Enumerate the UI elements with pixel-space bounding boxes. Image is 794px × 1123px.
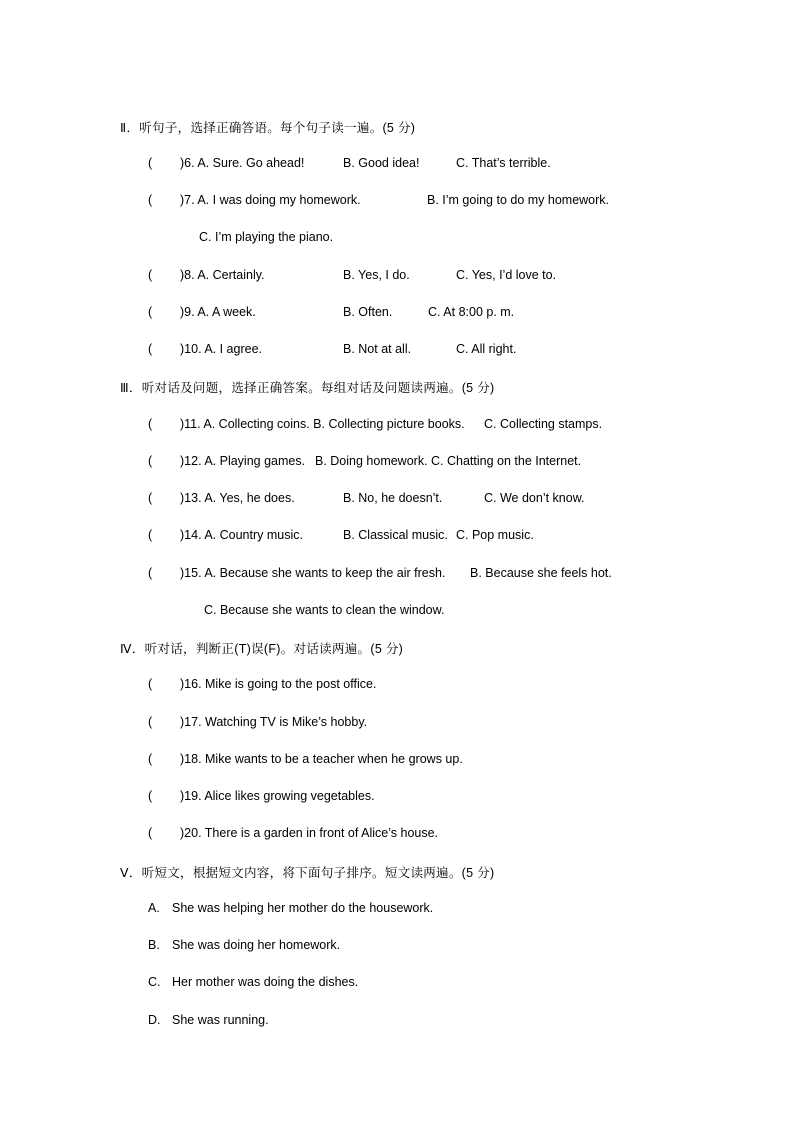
answer-bracket[interactable]: (	[148, 193, 153, 207]
q9-option-b: B. Often.	[343, 305, 393, 319]
answer-bracket[interactable]: (	[148, 305, 153, 319]
section-3-heading: Ⅲ．听对话及问题，选择正确答案。每组对话及问题读两遍。(5 分)	[120, 381, 495, 395]
q17-statement: )17. Watching TV is Mike’s hobby.	[180, 715, 368, 729]
q19-statement: )19. Alice likes growing vegetables.	[180, 789, 375, 803]
item-text: She was helping her mother do the housework.	[172, 901, 434, 915]
item-letter: D.	[148, 1013, 161, 1027]
q11-option-c: C. Collecting stamps.	[484, 417, 603, 431]
q15-option-a: )15. A. Because she wants to keep the air fresh.	[180, 566, 446, 580]
q12-option-a: )12. A. Playing games.	[180, 454, 306, 468]
q9-option-a: )9. A. A week.	[180, 305, 256, 319]
q7-option-b: B. I’m going to do my homework.	[427, 193, 610, 207]
answer-bracket[interactable]: (	[148, 342, 153, 356]
q15-option-b: B. Because she feels hot.	[470, 566, 612, 580]
q14-option-c: C. Pop music.	[456, 528, 534, 542]
item-text: She was running.	[172, 1013, 269, 1027]
q8-option-a: )8. A. Certainly.	[180, 268, 265, 282]
item-text: Her mother was doing the dishes.	[172, 975, 359, 989]
answer-bracket[interactable]: (	[148, 789, 153, 803]
q10-option-a: )10. A. I agree.	[180, 342, 262, 356]
q13-option-b: B. No, he doesn’t.	[343, 491, 443, 505]
answer-bracket[interactable]: (	[148, 566, 153, 580]
q6-option-a: )6. A. Sure. Go ahead!	[180, 156, 305, 170]
answer-bracket[interactable]: (	[148, 491, 153, 505]
q12-options-bc: B. Doing homework. C. Chatting on the Internet.	[315, 454, 582, 468]
answer-bracket[interactable]: (	[148, 417, 153, 431]
answer-bracket[interactable]: (	[148, 677, 153, 691]
answer-bracket[interactable]: (	[148, 715, 153, 729]
q10-option-c: C. All right.	[456, 342, 517, 356]
q6-option-c: C. That’s terrible.	[456, 156, 551, 170]
q8-option-c: C. Yes, I’d love to.	[456, 268, 557, 282]
q11-options-ab: )11. A. Collecting coins. B. Collecting picture books.	[180, 417, 465, 431]
q7-option-c: C. I’m playing the piano.	[199, 230, 334, 244]
q15-option-c: C. Because she wants to clean the window.	[204, 603, 445, 617]
q9-option-c: C. At 8:00 p. m.	[428, 305, 515, 319]
q13-option-a: )13. A. Yes, he does.	[180, 491, 295, 505]
answer-bracket[interactable]: (	[148, 156, 153, 170]
answer-bracket[interactable]: (	[148, 268, 153, 282]
item-letter: B.	[148, 938, 160, 952]
item-letter: C.	[148, 975, 161, 989]
q13-option-c: C. We don’t know.	[484, 491, 585, 505]
q18-statement: )18. Mike wants to be a teacher when he grows up.	[180, 752, 463, 766]
q6-option-b: B. Good idea!	[343, 156, 420, 170]
section-4-heading: Ⅳ．听对话，判断正(T)误(F)。对话读两遍。(5 分)	[120, 642, 404, 656]
answer-bracket[interactable]: (	[148, 528, 153, 542]
item-letter: A.	[148, 901, 160, 915]
q20-statement: )20. There is a garden in front of Alice’s house.	[180, 826, 439, 840]
q14-option-a: )14. A. Country music.	[180, 528, 303, 542]
item-text: She was doing her homework.	[172, 938, 341, 952]
q7-option-a: )7. A. I was doing my homework.	[180, 193, 361, 207]
answer-bracket[interactable]: (	[148, 454, 153, 468]
q14-option-b: B. Classical music.	[343, 528, 448, 542]
q10-option-b: B. Not at all.	[343, 342, 412, 356]
section-5-heading: Ⅴ．听短文，根据短文内容，将下面句子排序。短文读两遍。(5 分)	[120, 866, 495, 880]
q8-option-b: B. Yes, I do.	[343, 268, 410, 282]
q16-statement: )16. Mike is going to the post office.	[180, 677, 377, 691]
section-2-heading: Ⅱ．听句子，选择正确答语。每个句子读一遍。(5 分)	[120, 121, 416, 135]
answer-bracket[interactable]: (	[148, 826, 153, 840]
answer-bracket[interactable]: (	[148, 752, 153, 766]
